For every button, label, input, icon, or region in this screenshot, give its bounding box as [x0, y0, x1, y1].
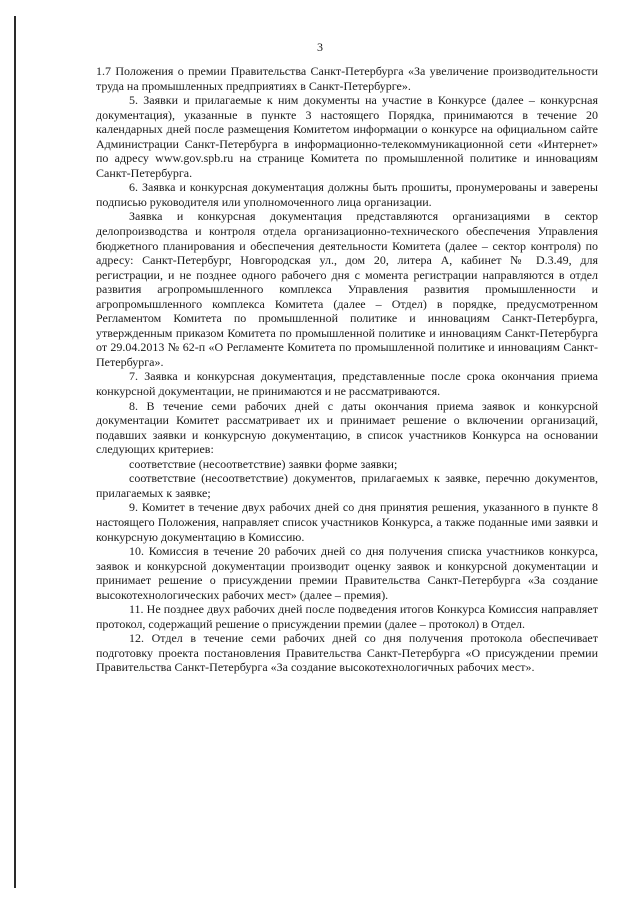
paragraph-8: 8. В течение семи рабочих дней с даты окончания приема заявок и конкурсной документации Комитет рассматривает их и принимает решение о включении организаций, подавших заявки и конкурсную документацию, в список участников Конкурса на основании следующих критериев:: [96, 398, 598, 457]
paragraph-9: 9. Комитет в течение двух рабочих дней со дня принятия решения, указанного в пункте 8 настоящего Положения, направляет список участников Конкурса, а также поданные ими заявки и конкурсную документацию в Комиссию.: [96, 500, 598, 544]
criterion-item: соответствие (несоответствие) заявки форме заявки;: [129, 456, 398, 471]
criterion-item: соответствие (несоответствие) документов, прилагаемых к заявке, перечню документов, прилагаемых к заявке;: [96, 471, 598, 500]
paragraph-11: 11. Не позднее двух рабочих дней после подведения итогов Конкурса Комиссия направляет протокол, содержащий решение о присуждении премии (далее – протокол) в Отдел.: [96, 602, 598, 631]
paragraph-6-submission: Заявка и конкурсная документация представляются организациями в сектор делопроизводства и контроля отдела организационно-технического обеспечения Управления бюджетного планирования и обеспечения деятельности Комитета (далее – сектор контроля) по адресу: Санкт-Петербург, Новгородская ул., дом 20, литера А, кабинет № D.3.49, для регистрации, и не позднее одного рабочего дня с момента регистрации направляются в отдел развития агропромышленного комплекса Управления развития промышленности и агропромышленного комплекса Комитета (далее – Отдел) в порядке, предусмотренном Регламентом Комитета по промышленной политике и инновациям Санкт-Петербурга, утвержденным приказом Комитета по промышленной политике и инновациям Санкт-Петербурга от 29.04.2013 № 62-п «О Регламенте Комитета по промышленной политике и инновациям Санкт-Петербурга».: [96, 209, 598, 369]
paragraph-6: 6. Заявка и конкурсная документация должны быть прошиты, пронумерованы и заверены подписью руководителя или уполномоченного лица организации.: [96, 180, 598, 209]
paragraph-5: 5. Заявки и прилагаемые к ним документы на участие в Конкурсе (далее – конкурсная документация), указанные в пункте 3 настоящего Порядка, принимаются в течение 20 календарных дней после размещения Комитетом информации о конкурсе на официальном сайте Администрации Санкт-Петербурга в информационно-телекоммуникационной сети «Интернет» по адресу www.gov.spb.ru на странице Комитета по промышленной политике и инновациям Санкт-Петербурга.: [96, 93, 598, 180]
paragraph-1-7: 1.7 Положения о премии Правительства Санкт-Петербурга «За увеличение производительности труда на промышленных предприятиях в Санкт-Петербурге».: [96, 64, 598, 93]
page-number: 3: [317, 40, 323, 54]
document-body: [96, 64, 598, 675]
paragraph-12: 12. Отдел в течение семи рабочих дней со дня получения протокола обеспечивает подготовку проекта постановления Правительства Санкт-Петербурга «О присуждении премии Правительства Санкт-Петербурга «За создание высокотехнологичных рабочих мест».: [96, 631, 598, 675]
paragraph-7: 7. Заявка и конкурсная документация, представленные после срока окончания приема конкурсной документации, не принимаются и не рассматриваются.: [96, 369, 598, 399]
scan-edge-line: [14, 16, 16, 888]
paragraph-10: 10. Комиссия в течение 20 рабочих дней со дня получения списка участников конкурса, заявок и конкурсной документации производит оценку заявок и конкурсной документации и принимает решение о присуждении премии Правительства Санкт-Петербурга «За создание высокотехнологических рабочих мест» (далее – премия).: [96, 544, 598, 602]
